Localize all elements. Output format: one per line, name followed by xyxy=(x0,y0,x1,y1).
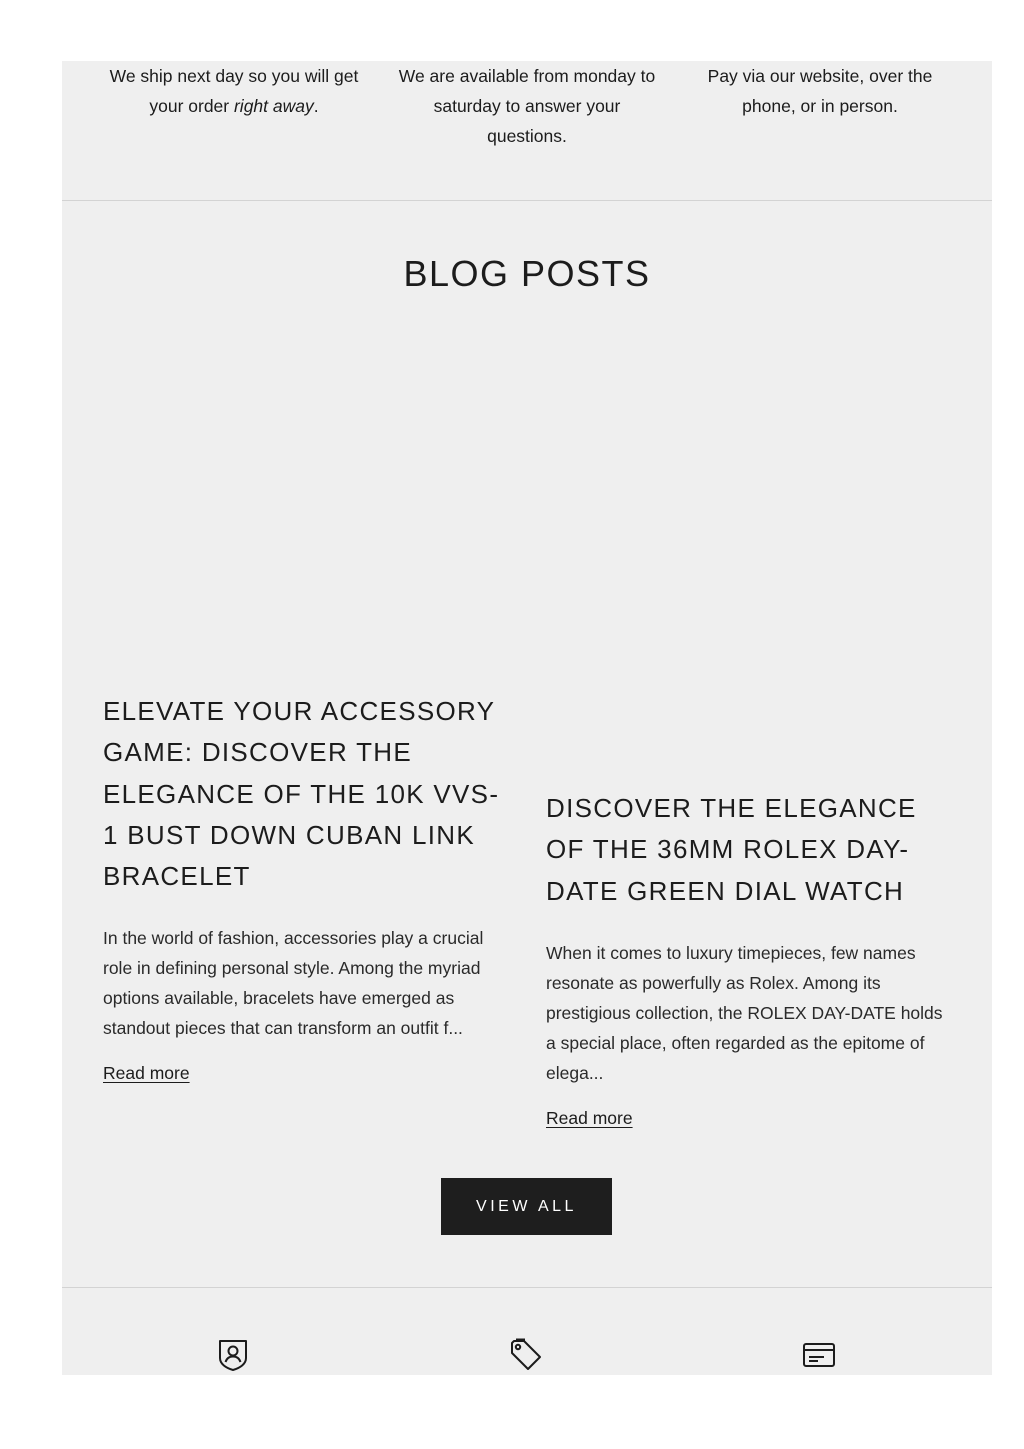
blog-post-title[interactable]: ELEVATE YOUR ACCESSORY GAME: DISCOVER THE ELEGANCE OF THE 10K VVS-1 BUST DOWN CUBAN LINK BRACELET xyxy=(103,696,500,892)
credit-card-icon xyxy=(802,1338,836,1372)
view-all-button[interactable]: VIEW ALL xyxy=(441,1178,612,1235)
section-divider xyxy=(62,1287,992,1288)
price-tag-icon xyxy=(509,1338,543,1372)
blog-post-title[interactable]: DISCOVER THE ELEGANCE OF THE 36MM ROLEX DAY-DATE GREEN DIAL WATCH xyxy=(546,793,917,906)
blog-post-card xyxy=(546,788,951,1129)
read-more-link[interactable]: Read more xyxy=(103,1063,190,1084)
blog-section-title: BLOG POSTS xyxy=(403,253,651,294)
feature-shipping-text: We ship next day so you will get your order right away. xyxy=(109,66,359,116)
blog-post-card xyxy=(103,691,508,1084)
read-more-link[interactable]: Read more xyxy=(546,1107,633,1128)
blog-post-excerpt: When it comes to luxury timepieces, few names resonate as powerfully as Rolex. Among its prestigious collection, the ROLEX DAY-DATE holds a special place, often regarded as the epitome of elega... xyxy=(546,942,943,1083)
blog-post-excerpt: In the world of fashion, accessories play a crucial role in defining personal style. Among the myriad options available, bracelets have emerged as standout pieces that can transform an outfit f... xyxy=(103,928,484,1039)
section-divider xyxy=(62,200,992,201)
feature-support-text: We are available from monday to saturday to answer your questions. xyxy=(398,66,656,146)
feature-payment-text: Pay via our website, over the phone, or in person. xyxy=(707,66,933,116)
page-section xyxy=(62,61,992,1375)
user-shield-icon xyxy=(216,1338,250,1372)
